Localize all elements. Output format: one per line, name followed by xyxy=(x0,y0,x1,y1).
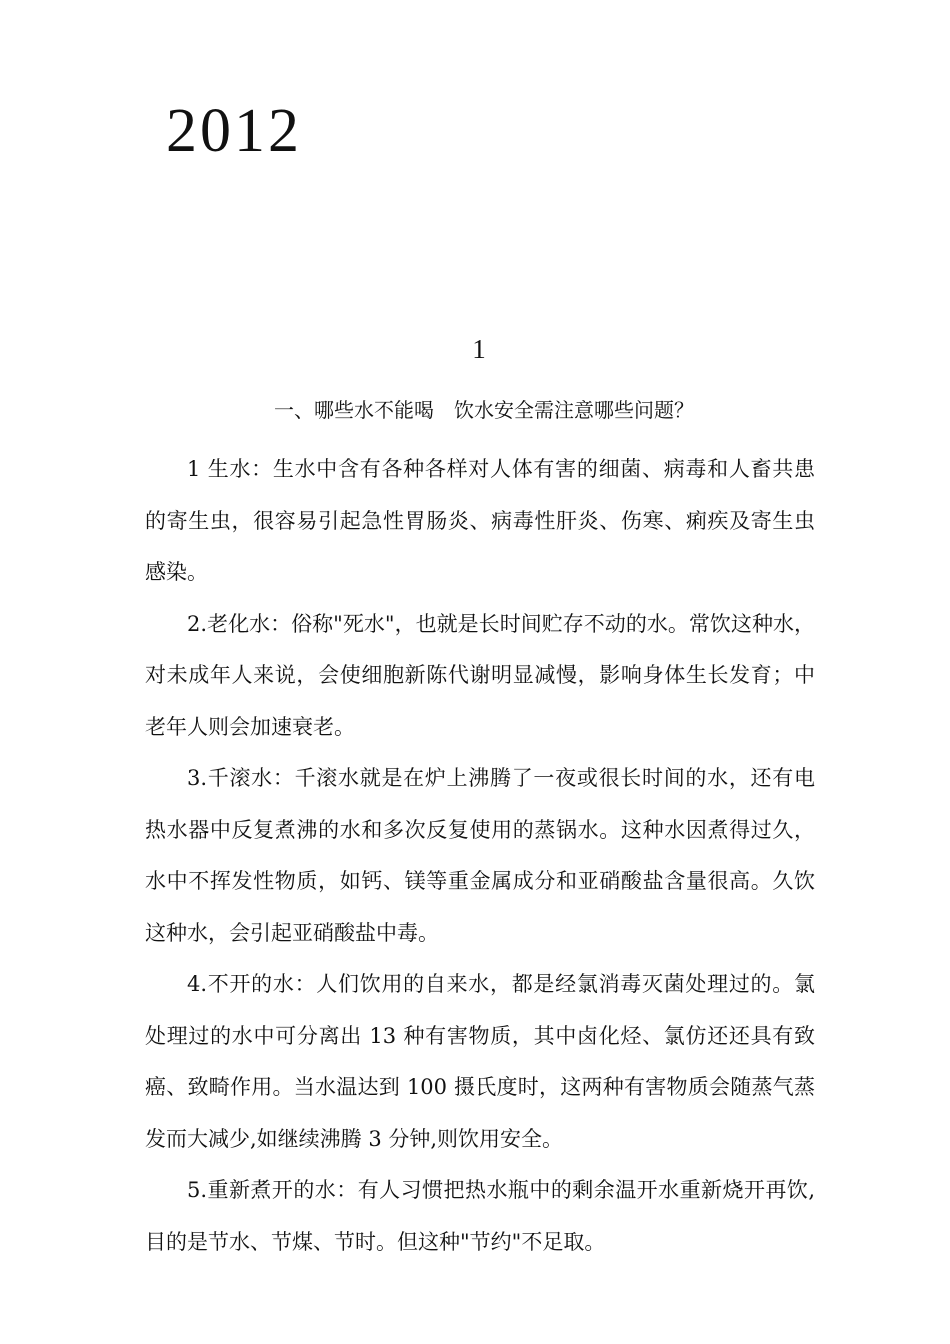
paragraph-overboiled-water: 3.千滚水：千滚水就是在炉上沸腾了一夜或很长时间的水，还有电热水器中反复煮沸的水和多次反复使用的蒸锅水。这种水因煮得过久，水中不挥发性物质，如钙、镁等重金属成分和亚硝酸盐含量很高。久饮这种水，会引起亚硝酸盐中毒。 xyxy=(145,766,815,945)
paragraph-reboiled-water: 5.重新煮开的水：有人习惯把热水瓶中的剩余温开水重新烧开再饮,目的是节水、节煤、节时。但这种"节约"不足取。 xyxy=(145,1178,815,1254)
body-text xyxy=(145,444,815,1268)
section-heading: 一、哪些水不能喝 饮水安全需注意哪些问题？ xyxy=(274,398,694,422)
page-number: 1 xyxy=(472,334,486,364)
year-title: 2012 xyxy=(166,97,302,165)
paragraph-unboiled-water: 4.不开的水：人们饮用的自来水，都是经氯消毒灭菌处理过的。氯处理过的水中可分离出 13 种有害物质，其中卤化烃、氯仿还还具有致癌、致畸作用。当水温达到 100 摄氏度时，这两种有害物质会随蒸气蒸发而大减少,如继续沸腾 3 分钟,则饮用安全。 xyxy=(145,972,815,1151)
paragraph-raw-water: 1 生水：生水中含有各种各样对人体有害的细菌、病毒和人畜共患的寄生虫，很容易引起急性胃肠炎、病毒性肝炎、伤寒、痢疾及寄生虫感染。 xyxy=(145,457,815,584)
paragraph-aged-water: 2.老化水：俗称"死水"，也就是长时间贮存不动的水。常饮这种水，对未成年人来说，会使细胞新陈代谢明显减慢，影响身体生长发育；中老年人则会加速衰老。 xyxy=(145,611,815,739)
